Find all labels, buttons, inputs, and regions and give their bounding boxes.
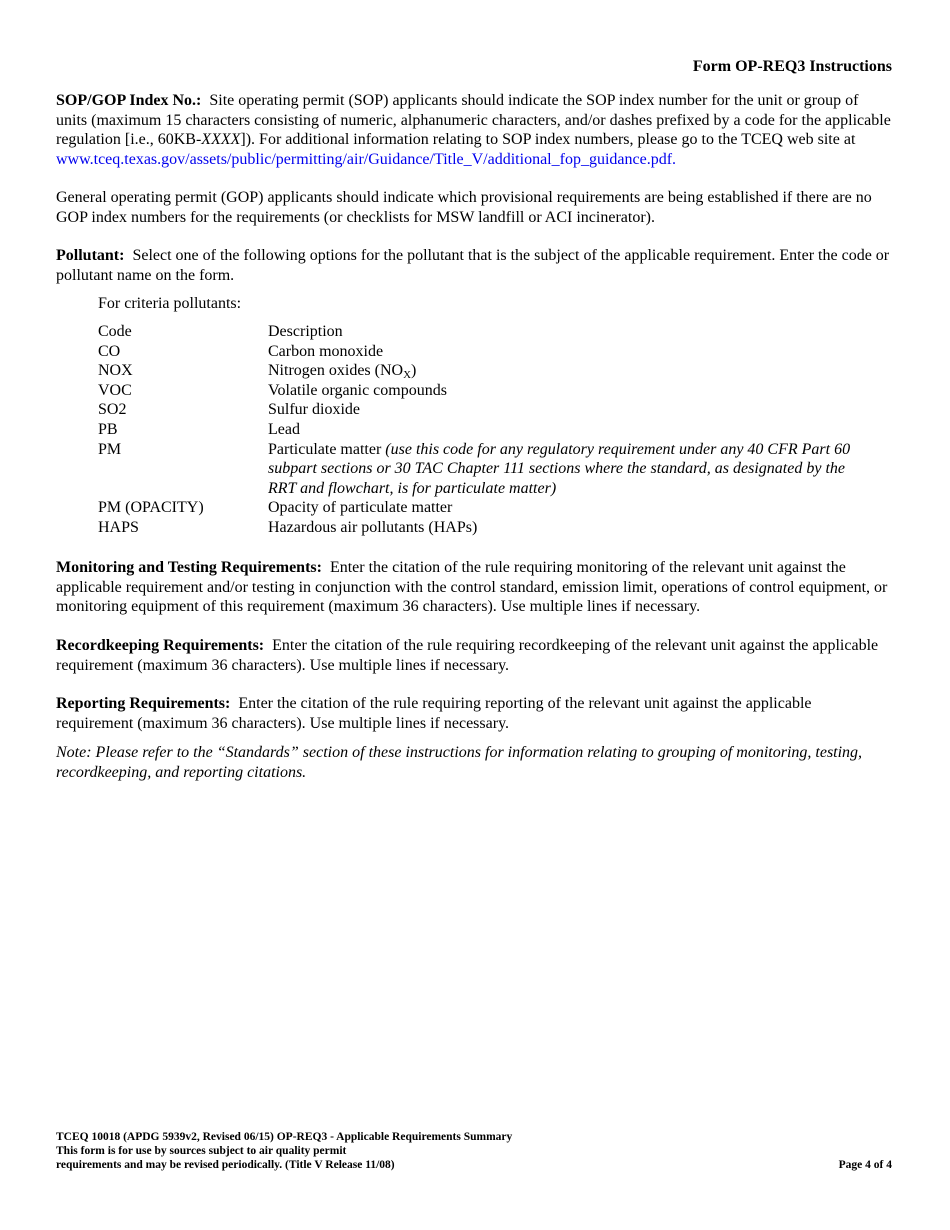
table-row — [98, 440, 858, 499]
table-row — [98, 381, 858, 401]
pm-description-note: (use this code for any regulatory requirement under any 40 CFR Part 60 subpart sections or 30 TAC Chapter 111 sections where the standard, as designated by the RRT and flowchart, is for particulate matter) — [268, 440, 851, 497]
monitoring-heading: Monitoring and Testing Requirements: — [56, 559, 322, 576]
pollutant-paragraph — [56, 246, 892, 285]
pollutant-description: Opacity of particulate matter — [268, 499, 453, 517]
pollutant-code: PB — [98, 420, 118, 438]
pollutant-description: Lead — [268, 420, 300, 438]
footer-revision-line: requirements and may be revised periodically. (Title V Release 11/08) — [56, 1159, 395, 1171]
pollutant-description — [268, 361, 858, 381]
pollutant-description: Sulfur dioxide — [268, 401, 360, 419]
recordkeeping-text: Enter the citation of the rule requiring recordkeeping of the relevant unit against the applicable requirement (maximum 36 characters). Use multiple lines if necessary. — [56, 637, 879, 674]
nox-description-end: ) — [411, 362, 417, 380]
recordkeeping-paragraph — [56, 636, 892, 675]
sop-index-heading: SOP/GOP Index No.: — [56, 92, 202, 109]
pollutant-code: CO — [98, 342, 121, 360]
sop-index-text: Site operating permit (SOP) applicants should indicate the SOP index number for the unit or group of units (maximum 15 characters consisting of numeric, alphanumeric characters, and/or dashes prefixed by a code for the applicable regulation [i.e., 60KB- — [56, 92, 891, 149]
table-row — [98, 361, 858, 381]
pollutant-code-table — [98, 322, 858, 538]
table-row — [98, 420, 858, 440]
form-title: Form OP-REQ3 Instructions — [692, 58, 892, 75]
pollutant-description — [268, 440, 858, 499]
form-footer — [56, 1130, 512, 1172]
page-number: Page 4 of 4 — [838, 1159, 892, 1171]
additional-guidance-link[interactable]: www.tceq.texas.gov/assets/public/permitting/air/Guidance/Title_V/additional_fop_guidance.pdf. — [56, 150, 677, 168]
footer-usage-line: This form is for use by sources subject to air quality permit — [56, 1145, 347, 1157]
table-row — [98, 342, 858, 362]
sop-index-placeholder: XXXX — [201, 131, 241, 149]
pollutant-code: HAPS — [98, 518, 139, 536]
nox-description-text: Nitrogen oxides (NO — [268, 362, 404, 380]
pollutant-text: Select one of the following options for the pollutant that is the subject of the applicable requirement. Enter the code or pollutant name on the form. — [56, 247, 890, 284]
monitoring-text: Enter the citation of the rule requiring monitoring of the relevant unit against the applicable requirement and/or testing in conjunction with the control standard, emission limit, operations of control equipment, or monitoring equipment of this requirement (maximum 36 characters). Use multiple lines if necessary. — [56, 559, 888, 616]
description-column-header: Description — [268, 323, 343, 340]
reporting-heading: Reporting Requirements: — [56, 695, 231, 712]
code-column-header: Code — [98, 323, 132, 340]
table-row — [98, 400, 858, 420]
nox-subscript: X — [403, 369, 412, 382]
pollutant-code: VOC — [98, 381, 132, 399]
reporting-text: Enter the citation of the rule requiring reporting of the relevant unit against the applicable requirement (maximum 36 characters). Use multiple lines if necessary. — [56, 695, 812, 732]
monitoring-paragraph — [56, 558, 892, 617]
pollutant-description: Hazardous air pollutants (HAPs) — [268, 518, 478, 536]
standards-note: Note: Please refer to the “Standards” section of these instructions for information relating to grouping of monitoring, testing, recordkeeping, and reporting citations. — [56, 744, 863, 781]
pollutant-heading: Pollutant: — [56, 247, 125, 264]
pm-description-text: Particulate matter — [268, 440, 386, 458]
pollutant-code: PM — [98, 440, 122, 458]
pollutant-description: Volatile organic compounds — [268, 381, 447, 399]
pollutant-code: PM (OPACITY) — [98, 499, 204, 517]
criteria-pollutants-intro: For criteria pollutants: — [98, 295, 242, 312]
pollutant-description: Carbon monoxide — [268, 342, 384, 360]
reporting-paragraph — [56, 694, 892, 733]
pollutant-code: NOX — [98, 362, 133, 380]
table-row — [98, 518, 858, 538]
recordkeeping-heading: Recordkeeping Requirements: — [56, 637, 265, 654]
table-row — [98, 498, 858, 518]
footer-form-id: TCEQ 10018 (APDG 5939v2, Revised 06/15) OP-REQ3 - Applicable Requirements Summary — [56, 1131, 513, 1143]
sop-index-text-2: ]). For additional information relating to SOP index numbers, please go to the TCEQ web site at — [240, 131, 856, 149]
pollutant-code: SO2 — [98, 401, 127, 419]
sop-index-paragraph — [56, 91, 892, 169]
gop-paragraph: General operating permit (GOP) applicants should indicate which provisional requirements are being established if there are no GOP index numbers for the requirements (or checklists for MSW landfill or ACI incinerator). — [56, 189, 872, 226]
table-header-row — [98, 322, 858, 342]
